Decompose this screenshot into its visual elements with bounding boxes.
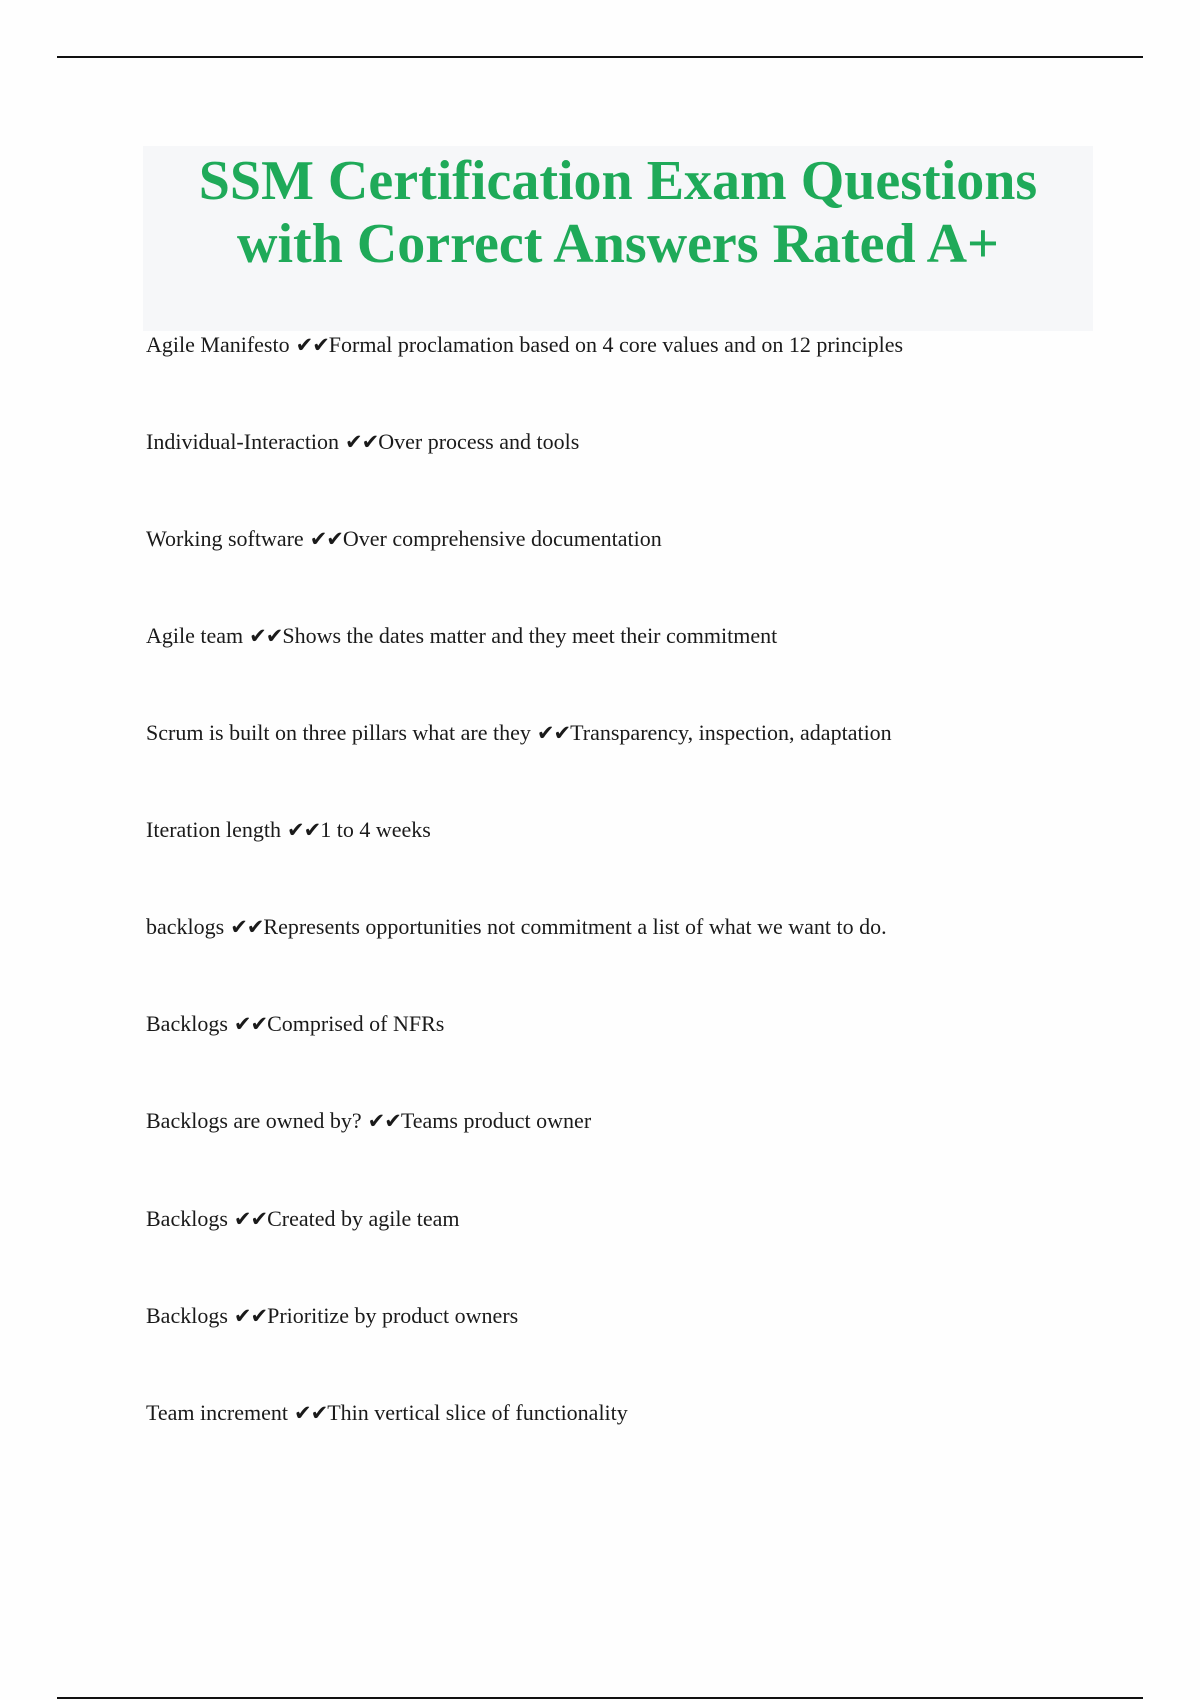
- title-banner: [143, 146, 1093, 331]
- qa-term: Agile team: [146, 623, 244, 648]
- qa-term: Backlogs: [146, 1206, 228, 1231]
- qa-answer: Represents opportunities not commitment a list of what we want to do.: [263, 914, 887, 939]
- double-check-icon: ✔✔: [287, 818, 321, 842]
- double-check-icon: ✔✔: [233, 1304, 268, 1328]
- qa-term: Backlogs: [146, 1011, 228, 1036]
- qa-item: [146, 1204, 460, 1234]
- qa-answer: Prioritize by product owners: [267, 1303, 519, 1328]
- qa-term: backlogs: [146, 914, 225, 939]
- header-rule: [57, 56, 1143, 58]
- qa-item: [146, 1009, 444, 1039]
- double-check-icon: ✔✔: [233, 1012, 268, 1036]
- qa-term: Agile Manifesto: [146, 332, 290, 357]
- qa-answer: Teams product owner: [400, 1108, 592, 1133]
- double-check-icon: ✔✔: [295, 333, 329, 357]
- qa-item: [146, 815, 431, 845]
- qa-term: Team increment: [146, 1400, 289, 1425]
- qa-answer: 1 to 4 weeks: [320, 817, 431, 842]
- qa-term: Backlogs: [146, 1303, 228, 1328]
- qa-term: Iteration length: [146, 817, 282, 842]
- qa-answer: Over process and tools: [378, 429, 580, 454]
- double-check-icon: ✔✔: [230, 915, 264, 939]
- qa-term: Backlogs are owned by?: [146, 1108, 362, 1133]
- double-check-icon: ✔✔: [536, 721, 571, 745]
- footer-rule: [57, 1697, 1143, 1699]
- double-check-icon: ✔✔: [309, 527, 343, 551]
- qa-item: [146, 330, 903, 360]
- qa-item: [146, 524, 662, 554]
- double-check-icon: ✔✔: [345, 430, 379, 454]
- double-check-icon: ✔✔: [367, 1109, 401, 1133]
- qa-item: [146, 912, 887, 942]
- qa-answer: Comprised of NFRs: [267, 1011, 445, 1036]
- qa-item: [146, 427, 579, 457]
- qa-answer: Formal proclamation based on 4 core values and on 12 principles: [328, 332, 904, 357]
- qa-answer: Transparency, inspection, adaptation: [570, 720, 892, 745]
- qa-answer: Thin vertical slice of functionality: [327, 1400, 628, 1425]
- double-check-icon: ✔✔: [233, 1207, 268, 1231]
- qa-item: [146, 1398, 628, 1428]
- qa-item: [146, 1106, 591, 1136]
- qa-answer: Over comprehensive documentation: [342, 526, 662, 551]
- qa-item: [146, 718, 892, 748]
- qa-answer: Shows the dates matter and they meet their commitment: [282, 623, 778, 648]
- title-line-2: with Correct Answers Rated A+: [237, 213, 999, 275]
- double-check-icon: ✔✔: [249, 624, 283, 648]
- title-line-1: SSM Certification Exam Questions: [198, 150, 1038, 212]
- qa-item: [146, 621, 777, 651]
- double-check-icon: ✔✔: [294, 1401, 328, 1425]
- qa-term: Scrum is built on three pillars what are they: [146, 720, 531, 745]
- qa-term: Individual-Interaction: [146, 429, 340, 454]
- qa-term: Working software: [146, 526, 304, 551]
- qa-answer: Created by agile team: [267, 1206, 460, 1231]
- qa-item: [146, 1301, 518, 1331]
